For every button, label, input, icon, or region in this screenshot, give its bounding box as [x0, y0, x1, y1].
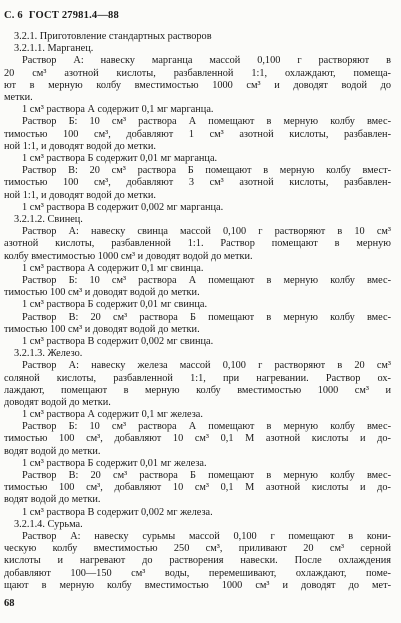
text-line: добавляют 100—150 см³ воды, перемешивают, охлаждают, поме-	[4, 567, 391, 579]
text-line: 3.2.1.3. Железо.	[14, 348, 83, 360]
text-line: ной 1:1, и доводят водой до метки.	[4, 140, 156, 152]
text-line: тимостью 100 см³, добавляют 10 см³ 0,1 М азотной кислоты и до-	[4, 482, 391, 494]
text-line: 1 см³ раствора А содержит 0,1 мг свинца.	[22, 262, 204, 274]
text-line: 1 см³ раствора А содержит 0,1 мг железа.	[22, 409, 203, 421]
text-line: Раствор А: навеску свинца массой 0,100 г растворяют в 10 см³	[22, 226, 391, 238]
text-line: тимостью 100 см³ и доводят водой до метки.	[4, 287, 200, 299]
text-line: ной 1:1, и доводят водой до метки.	[4, 189, 156, 201]
text-line: Раствор Б: 10 см³ раствора А помещают в мерную колбу вмес-	[22, 116, 391, 128]
text-line: 3.2.1.4. Сурьма.	[14, 518, 83, 530]
text-line: тимостью 100 см³ и доводят водой до метки.	[4, 323, 200, 335]
text-line: 1 см³ раствора Б содержит 0,01 мг марганца.	[22, 152, 218, 164]
page-header	[4, 10, 119, 21]
text-line: 1 см³ раствора А содержит 0,1 мг марганца.	[22, 104, 214, 116]
text-line: 1 см³ раствора В содержит 0,002 мг свинца.	[22, 335, 214, 347]
text-line: 20 см³ азотной кислоты, разбавленной 1:1, охлаждают, помеща-	[4, 67, 391, 79]
text-line: азотной кислоты, разбавленной 1:1. Раствор помещают в мерную	[4, 238, 391, 250]
text-line: Раствор Б: 10 см³ раствора А помещают в мерную колбу вмес-	[22, 274, 391, 286]
text-line: ют в мерную колбу вместимостью 1000 см³ и доводят водой до	[4, 79, 391, 91]
text-line: Раствор В: 20 см³ раствора Б помещают в мерную колбу вмес-	[22, 470, 391, 482]
text-line: 1 см³ раствора Б содержит 0,01 мг свинца.	[22, 299, 208, 311]
text-line: 1 см³ раствора В содержит 0,002 мг железа.	[22, 506, 213, 518]
text-line: Раствор А: навеску сурьмы массой 0,100 г помещают в кони-	[22, 531, 391, 543]
text-line: лаждают, помещают в мерную колбу вместимостью 1000 см³ и	[4, 384, 391, 396]
text-line: тимостью 100 см³, добавляют 1 см³ азотной кислоты, разбавлен-	[4, 128, 391, 140]
text-line: 3.2.1. Приготовление стандартных растворов	[14, 31, 212, 42]
page-label: С. 6	[4, 10, 23, 21]
text-line: 3.2.1.2. Свинец.	[14, 213, 83, 225]
text-line: 1 см³ раствора В содержит 0,002 мг марганца.	[22, 201, 224, 213]
text-line: Раствор В: 20 см³ раствора Б помещают в мерную колбу вмес-	[22, 311, 391, 323]
text-line: метки.	[4, 91, 33, 103]
text-line: 3.2.1.1. Марганец.	[14, 43, 94, 55]
text-line: тимостью 100 см³, добавляют 10 см³ 0,1 М азотной кислоты и до-	[4, 433, 391, 445]
text-line: колбу вместимостью 1000 см³ и доводят водой до метки.	[4, 250, 253, 262]
page-number: 68	[4, 598, 15, 609]
document-body	[4, 31, 391, 592]
text-line: Раствор А: навеску железа массой 0,100 г растворяют в 20 см³	[22, 360, 391, 372]
text-line: щают в мерную колбу вместимостью 1000 см³ и доводят до мет-	[4, 579, 391, 591]
text-line: соляной кислоты, разбавленной 1:1, при нагревании. Раствор ох-	[4, 372, 391, 384]
text-line: 1 см³ раствора Б содержит 0,01 мг железа.	[22, 457, 207, 469]
text-line: доводят водой до метки.	[4, 396, 111, 408]
text-line: ческую колбу вместимостью 250 см³, приливают 20 см³ серной	[4, 543, 391, 555]
text-line: водят водой до метки.	[4, 494, 101, 506]
text-line: Раствор В: 20 см³ раствора Б помещают в мерную колбу вмест-	[22, 165, 391, 177]
text-line: тимостью 100 см³, добавляют 3 см³ азотной кислоты, разбавлен-	[4, 177, 391, 189]
text-line: Раствор А: навеску марганца массой 0,100 г растворяют в	[22, 55, 391, 67]
text-line: водят водой до метки.	[4, 445, 101, 457]
standard-code: ГОСТ 27981.4—88	[28, 10, 119, 21]
text-line: Раствор Б: 10 см³ раствора А помещают в мерную колбу вмес-	[22, 421, 391, 433]
text-line: кислоты и нагревают до растворения навески. После охлаждения	[4, 555, 391, 567]
